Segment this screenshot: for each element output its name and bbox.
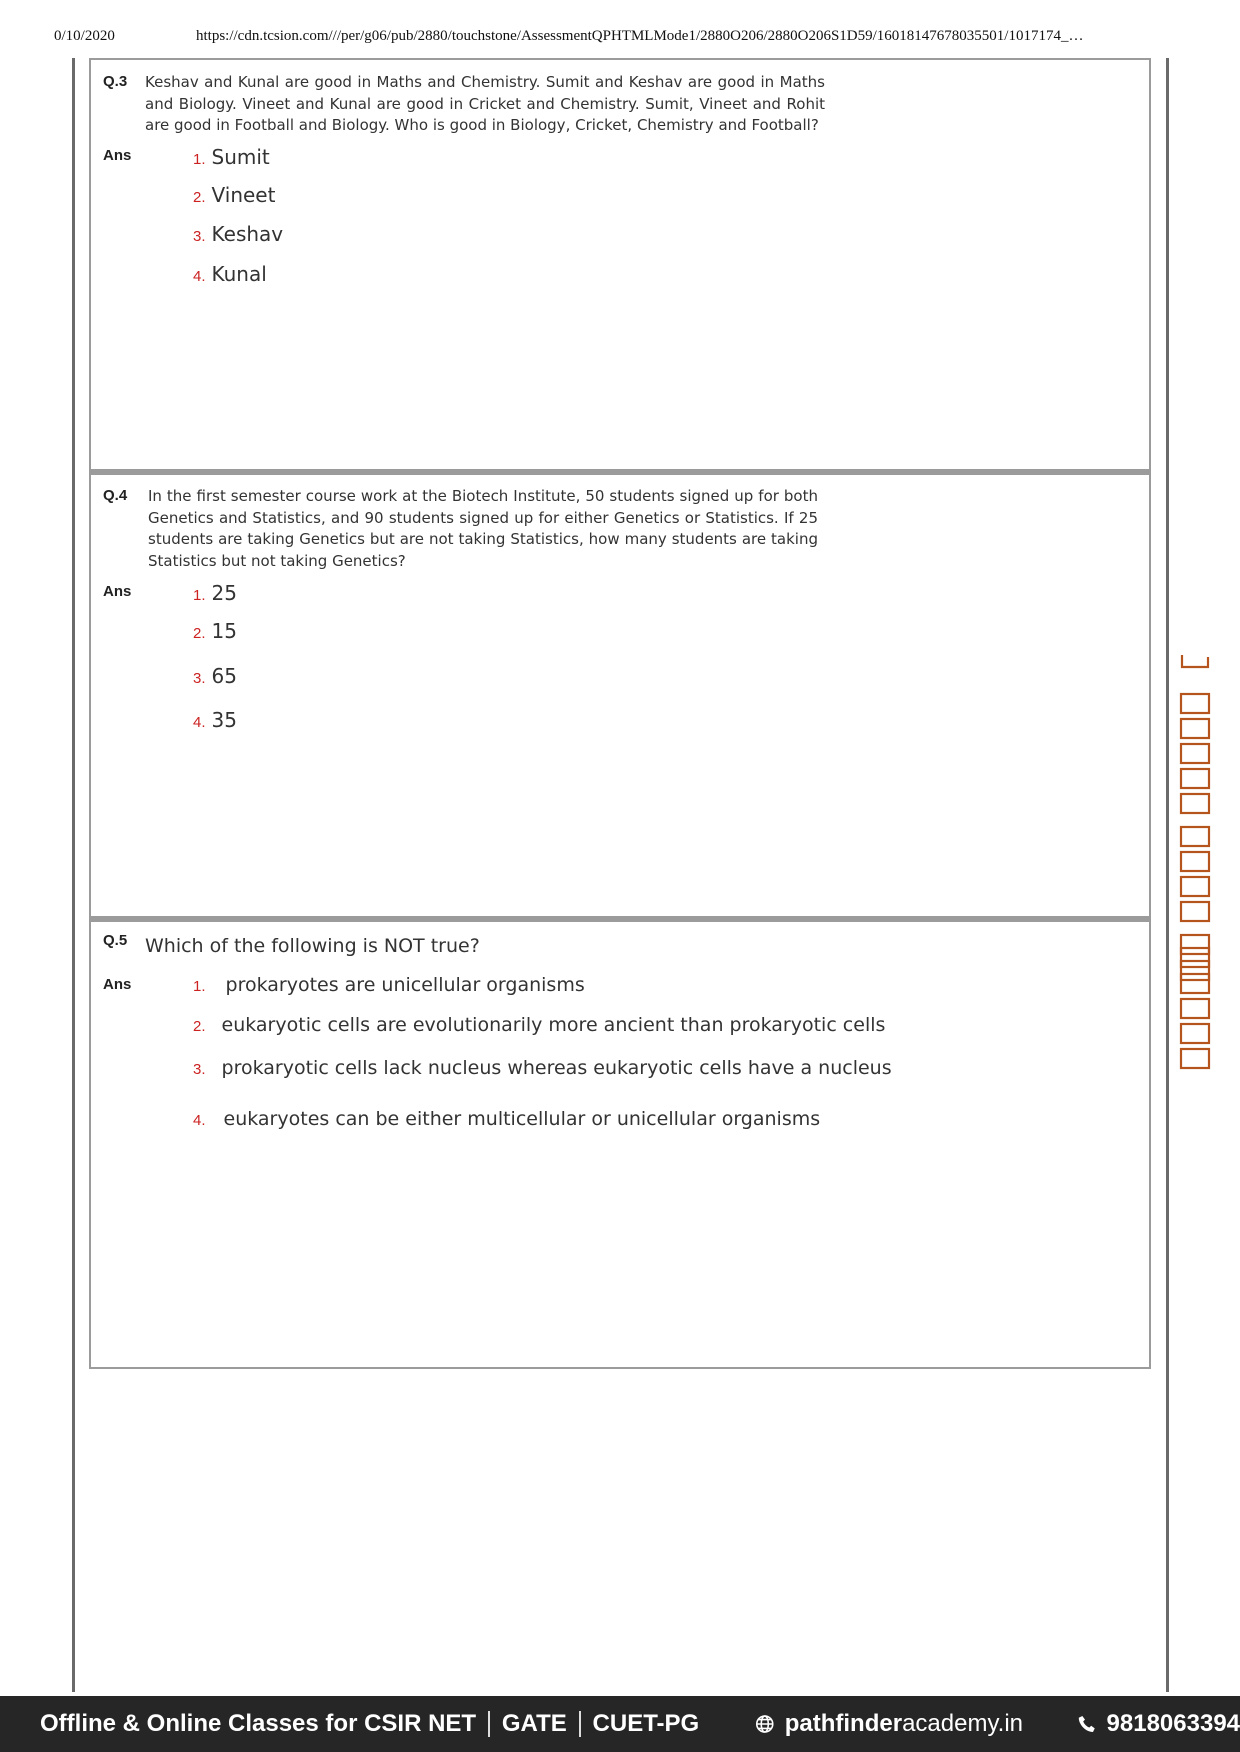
footer-website[interactable] bbox=[785, 1710, 1023, 1738]
question-text: In the first semester course work at the Biotech Institute, 50 students signed up for both Genetics and Statistics, and 90 students signed up for either Genetics or Statistics. If 25 students are taking Genetics but are not taking Statistics, how many students are taking Statistics but not taking Genetics? bbox=[148, 487, 818, 570]
option-text: 65 bbox=[211, 664, 237, 688]
footer-website-bold: pathfinder bbox=[784, 1710, 903, 1737]
option-text: Keshav bbox=[211, 222, 284, 246]
footer-exam-cuet: CUET-PG bbox=[592, 1710, 700, 1737]
option-1[interactable] bbox=[193, 145, 270, 169]
footer-phone[interactable]: 9818063394 bbox=[1106, 1710, 1240, 1737]
option-2[interactable] bbox=[193, 619, 237, 643]
option-4[interactable] bbox=[193, 708, 237, 732]
option-2[interactable] bbox=[193, 1014, 885, 1036]
option-2[interactable] bbox=[193, 183, 275, 207]
question-text: Which of the following is NOT true? bbox=[145, 935, 480, 957]
footer-exam-gate: GATE bbox=[501, 1710, 567, 1737]
option-number: 2. bbox=[193, 1018, 206, 1035]
option-3[interactable] bbox=[193, 222, 283, 246]
ans-label: Ans bbox=[103, 583, 132, 600]
option-text: 35 bbox=[211, 708, 237, 732]
question-text: Keshav and Kunal are good in Maths and Chemistry. Sumit and Keshav are good in Maths and Biology. Vineet and Kunal are good in Cricket and Chemistry. Sumit, Vineet and Rohit are good in Football and Biology. Who is good in Biology, Cricket, Chemistry and Football? bbox=[145, 73, 825, 134]
option-number: 1. bbox=[193, 587, 206, 604]
option-text: eukaryotic cells are evolutionarily more ancient than prokaryotic cells bbox=[221, 1014, 886, 1036]
option-text: Vineet bbox=[211, 183, 276, 207]
page-frame-left bbox=[72, 58, 75, 1692]
question-block-3 bbox=[89, 58, 1151, 474]
print-header bbox=[0, 28, 1240, 52]
ans-label: Ans bbox=[103, 976, 132, 993]
footer-banner bbox=[0, 1696, 1240, 1752]
option-3[interactable] bbox=[193, 1057, 892, 1079]
option-number: 4. bbox=[193, 714, 206, 731]
question-block-5 bbox=[89, 917, 1151, 1369]
option-4[interactable] bbox=[193, 262, 267, 286]
option-number: 3. bbox=[193, 670, 206, 687]
footer-divider bbox=[488, 1711, 490, 1737]
option-text: prokaryotes are unicellular organisms bbox=[225, 974, 585, 996]
option-text: Kunal bbox=[211, 262, 267, 286]
option-1[interactable] bbox=[193, 581, 237, 605]
option-number: 4. bbox=[193, 268, 206, 285]
ans-label: Ans bbox=[103, 147, 132, 164]
side-glyph-strip bbox=[1178, 655, 1212, 1085]
question-block-4 bbox=[89, 470, 1151, 921]
option-number: 3. bbox=[193, 1061, 206, 1078]
question-number: Q.3 bbox=[103, 73, 128, 90]
option-3[interactable] bbox=[193, 664, 237, 688]
footer-website-light: academy.in bbox=[902, 1710, 1024, 1737]
option-1[interactable] bbox=[193, 974, 585, 996]
option-number: 3. bbox=[193, 228, 206, 245]
option-text: prokaryotic cells lack nucleus whereas eukaryotic cells have a nucleus bbox=[221, 1057, 892, 1079]
option-text: 25 bbox=[211, 581, 237, 605]
print-date: 0/10/2020 bbox=[54, 28, 115, 44]
option-number: 4. bbox=[193, 1112, 206, 1129]
globe-icon bbox=[755, 1713, 775, 1735]
option-4[interactable] bbox=[193, 1108, 820, 1130]
footer-tagline: Offline & Online Classes for CSIR NET bbox=[40, 1710, 477, 1737]
option-text: Sumit bbox=[211, 145, 270, 169]
question-number: Q.5 bbox=[103, 932, 128, 949]
option-number: 1. bbox=[193, 978, 206, 995]
phone-icon bbox=[1077, 1713, 1097, 1735]
option-text: 15 bbox=[211, 619, 237, 643]
option-number: 2. bbox=[193, 625, 206, 642]
footer-divider bbox=[579, 1711, 581, 1737]
print-url[interactable]: https://cdn.tcsion.com///per/g06/pub/2880/touchstone/AssessmentQPHTMLMode1/2880O206/2880O206S1D59/16018147678035501/1017174_… bbox=[196, 28, 1084, 44]
page-frame-right bbox=[1166, 58, 1169, 1692]
option-number: 1. bbox=[193, 151, 206, 168]
option-text: eukaryotes can be either multicellular or unicellular organisms bbox=[223, 1108, 821, 1130]
question-number: Q.4 bbox=[103, 487, 128, 504]
option-number: 2. bbox=[193, 189, 206, 206]
